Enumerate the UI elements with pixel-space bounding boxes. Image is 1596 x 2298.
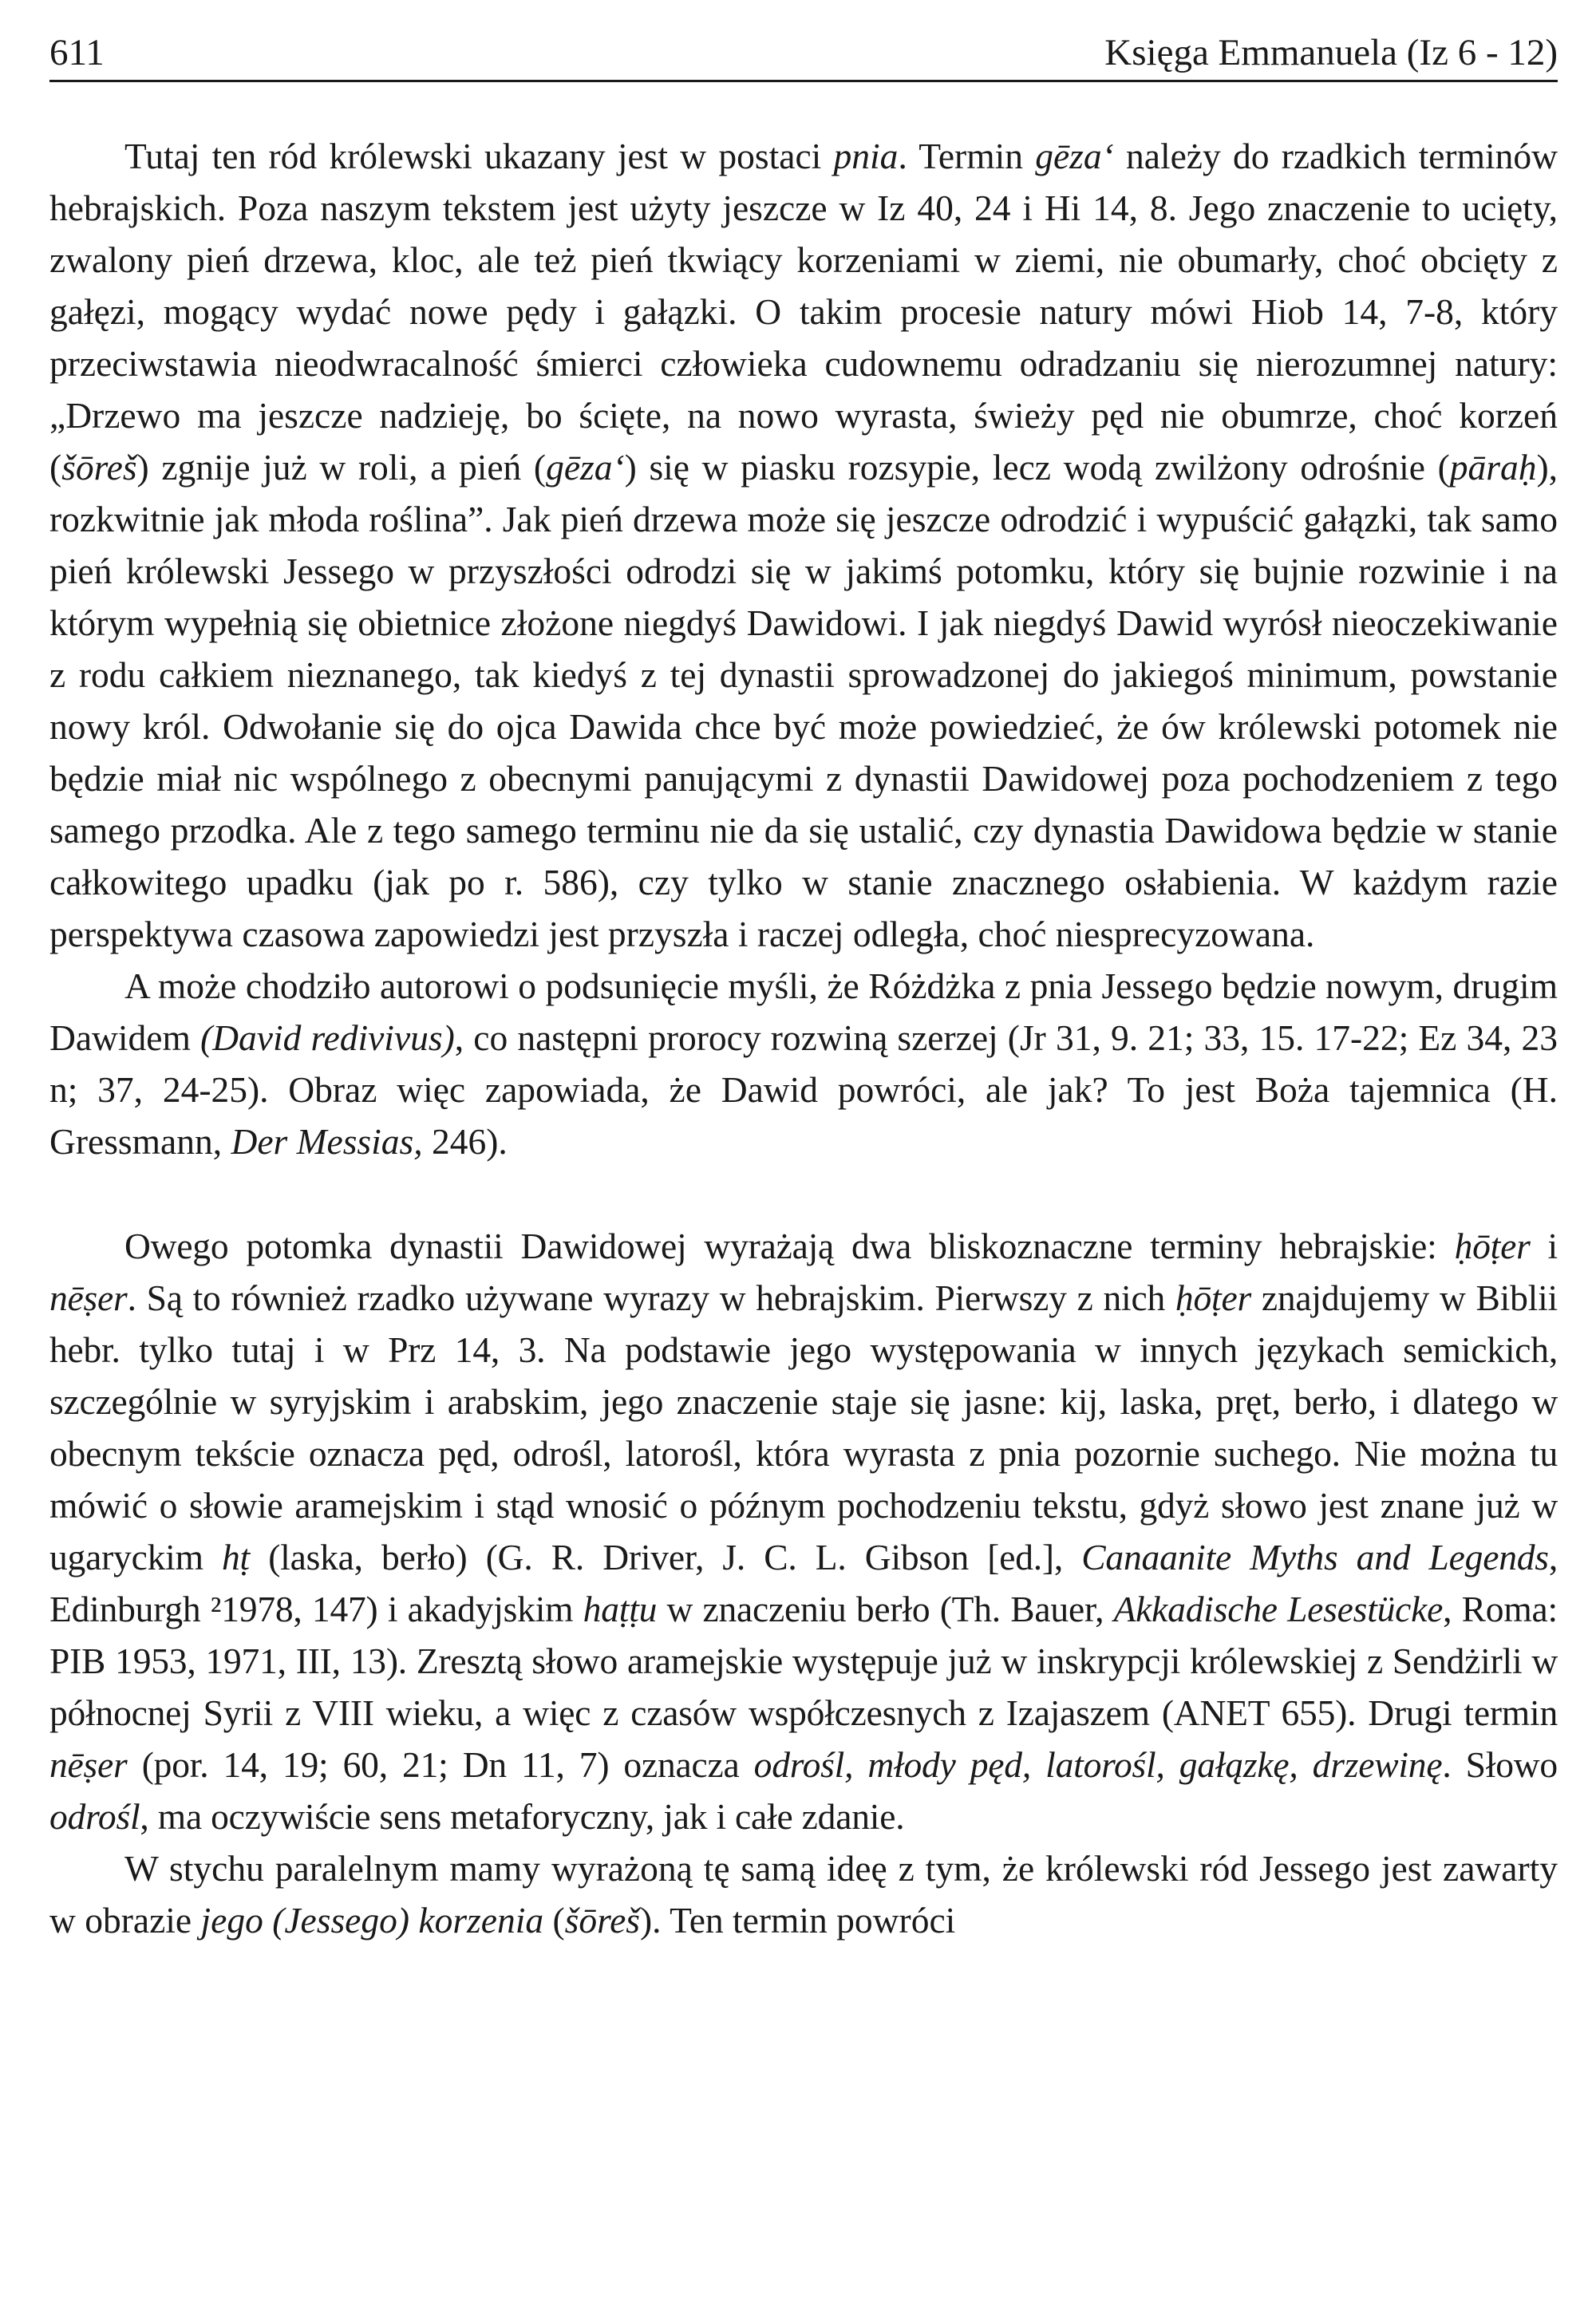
- italic-term: šōreš: [61, 447, 137, 488]
- body-text: [49, 130, 1558, 1946]
- italic-term: gēza‘: [546, 447, 625, 488]
- text-run: , Roma: PIB 1953, 1971, III, 13). Zresztą słowo aramejskie występuje już w inskrypcji królewskiej z Sendżirli w północnej Syrii z VIII wieku, a więc z czasów współczesnych z Izajaszem (ANET 655). Drugi termin: [49, 1589, 1558, 1733]
- book-page: [49, 29, 1558, 1946]
- text-run: , Edinburgh ²1978, 147) i akadyjskim: [49, 1537, 1558, 1629]
- italic-term: (David redivivus): [200, 1017, 455, 1058]
- text-run: należy do rzadkich terminów hebrajskich. Poza naszym tekstem jest użyty jeszcze w Iz 40, 24 i Hi 14, 8. Jego znaczenie to ucięty, zwalony pień drzewa, kloc, ale też pień tkwiący korzeniami w ziemi, nie obumarły, choć obcięty z gałęzi, mogący wydać nowe pędy i gałązki. O takim procesie natury mówi Hiob 14, 7-8, który przeciwstawia nieodwracalność śmierci człowieka cudownemu odradzaniu się nierozumnej natury: „Drzewo ma jeszcze nadzieję, bo ścięte, na nowo wyrasta, świeży pęd nie obumrze, choć korzeń (: [49, 136, 1558, 488]
- text-run: (: [543, 1900, 565, 1941]
- italic-term: pnia: [833, 136, 899, 176]
- italic-term: ḥōṭer: [1454, 1226, 1531, 1266]
- text-run: znajdujemy w Biblii hebr. tylko tutaj i w Prz 14, 3. Na podstawie jego występowania w innych językach semickich, szczególnie w syryjskim i arabskim, jego znaczenie staje się jasne: kij, laska, pręt, berło, i dlatego w obecnym tekście oznacza pęd, odrośl, latorośl, która wyrasta z pnia pozornie suchego. Nie można tu mówić o słowie aramejskim i stąd wnosić o późnym pochodzeniu tekstu, gdyż słowo jest znane już w ugaryckim: [49, 1277, 1558, 1577]
- italic-term: nēṣer: [49, 1277, 128, 1318]
- text-run: . Termin: [898, 136, 1036, 176]
- text-run: i: [1530, 1226, 1558, 1266]
- text-run: . Słowo: [1442, 1744, 1558, 1785]
- paragraph: [49, 960, 1558, 1167]
- text-run: w znaczeniu berło (Th. Bauer,: [657, 1589, 1114, 1629]
- italic-term: odrośl: [49, 1796, 140, 1837]
- running-head: [49, 29, 1558, 82]
- italic-term: odrośl, młody pęd, latorośl, gałązkę, drzewinę: [753, 1744, 1443, 1785]
- italic-term: haṭṭu: [583, 1589, 658, 1629]
- text-run: W stychu paralelnym mamy wyrażoną tę samą ideę z tym, że królewski ród Jessego jest zawarty w obrazie: [49, 1848, 1558, 1941]
- italic-term: šōreš: [564, 1900, 641, 1941]
- text-run: A może chodziło autorowi o podsunięcie myśli, że Różdżka z pnia Jessego będzie nowym, drugim Dawidem: [49, 965, 1558, 1058]
- text-run: . Są to również rzadko używane wyrazy w hebrajskim. Pierwszy z nich: [127, 1277, 1175, 1318]
- text-run: ) się w piasku rozsypie, lecz wodą zwilżony odrośnie (: [624, 447, 1450, 488]
- text-run: Tutaj ten ród królewski ukazany jest w postaci: [124, 136, 834, 176]
- text-run: ), rozkwitnie jak młoda roślina”. Jak pień drzewa może się jeszcze odrodzić i wypuścić gałązki, tak samo pień królewski Jessego w przyszłości odrodzi się w jakimś potomku, który się bujnie rozwinie i na którym wypełnią się obietnice złożone niegdyś Dawidowi. I jak niegdyś Dawid wyrósł nieoczekiwanie z rodu całkiem nieznanego, tak kiedyś z tej dynastii sprowadzonej do jakiegoś minimum, powstanie nowy król. Odwołanie się do ojca Dawida chce być może powiedzieć, że ów królewski potomek nie będzie miał nic wspólnego z obecnymi panującymi z dynastii Dawidowej poza pochodzeniem z tego samego przodka. Ale z tego samego terminu nie da się ustalić, czy dynastia Dawidowa będzie w stanie całkowitego upadku (jak po r. 586), czy tylko w stanie znacznego osłabienia. W każdym razie perspektywa czasowa zapowiedzi jest przyszła i raczej odległa, choć niesprecyzowana.: [49, 447, 1558, 954]
- text-run: ). Ten termin powróci: [640, 1900, 956, 1941]
- text-run: ) zgnije już w roli, a pień (: [136, 447, 547, 488]
- text-run: , ma oczywiście sens metaforyczny, jak i całe zdanie.: [140, 1796, 905, 1837]
- text-run: 246).: [422, 1121, 508, 1162]
- italic-term: gēza‘: [1035, 136, 1114, 176]
- text-run: (laska, berło) (G. R. Driver, J. C. L. Gibson [ed.],: [250, 1537, 1082, 1577]
- text-run: Owego potomka dynastii Dawidowej wyrażają dwa bliskoznaczne terminy hebrajskie:: [124, 1226, 1455, 1266]
- paragraph: [49, 1842, 1558, 1946]
- italic-term: pāraḥ: [1449, 447, 1537, 488]
- italic-term: hṭ: [222, 1537, 250, 1577]
- paragraph: [49, 130, 1558, 960]
- italic-term: Der Messias,: [231, 1121, 423, 1162]
- italic-term: ḥōṭer: [1175, 1277, 1251, 1318]
- paragraph: [49, 1220, 1558, 1842]
- italic-term: jego (Jessego) korzenia: [200, 1900, 544, 1941]
- italic-term: Akkadische Lesestücke: [1113, 1589, 1444, 1629]
- italic-term: Canaanite Myths and Legends: [1081, 1537, 1549, 1577]
- text-run: , co następni prorocy rozwiną szerzej (Jr 31, 9. 21; 33, 15. 17-22; Ez 34, 23 n; 37, 24-25). Obraz więc zapowiada, że Dawid powróci, ale jak? To jest Boża tajemnica (H. Gressmann,: [49, 1017, 1558, 1162]
- running-title: Księga Emmanuela (Iz 6 - 12): [1104, 32, 1558, 73]
- italic-term: nēṣer: [49, 1744, 128, 1785]
- text-run: (por. 14, 19; 60, 21; Dn 11, 7) oznacza: [127, 1744, 754, 1785]
- page-number: 611: [49, 32, 105, 73]
